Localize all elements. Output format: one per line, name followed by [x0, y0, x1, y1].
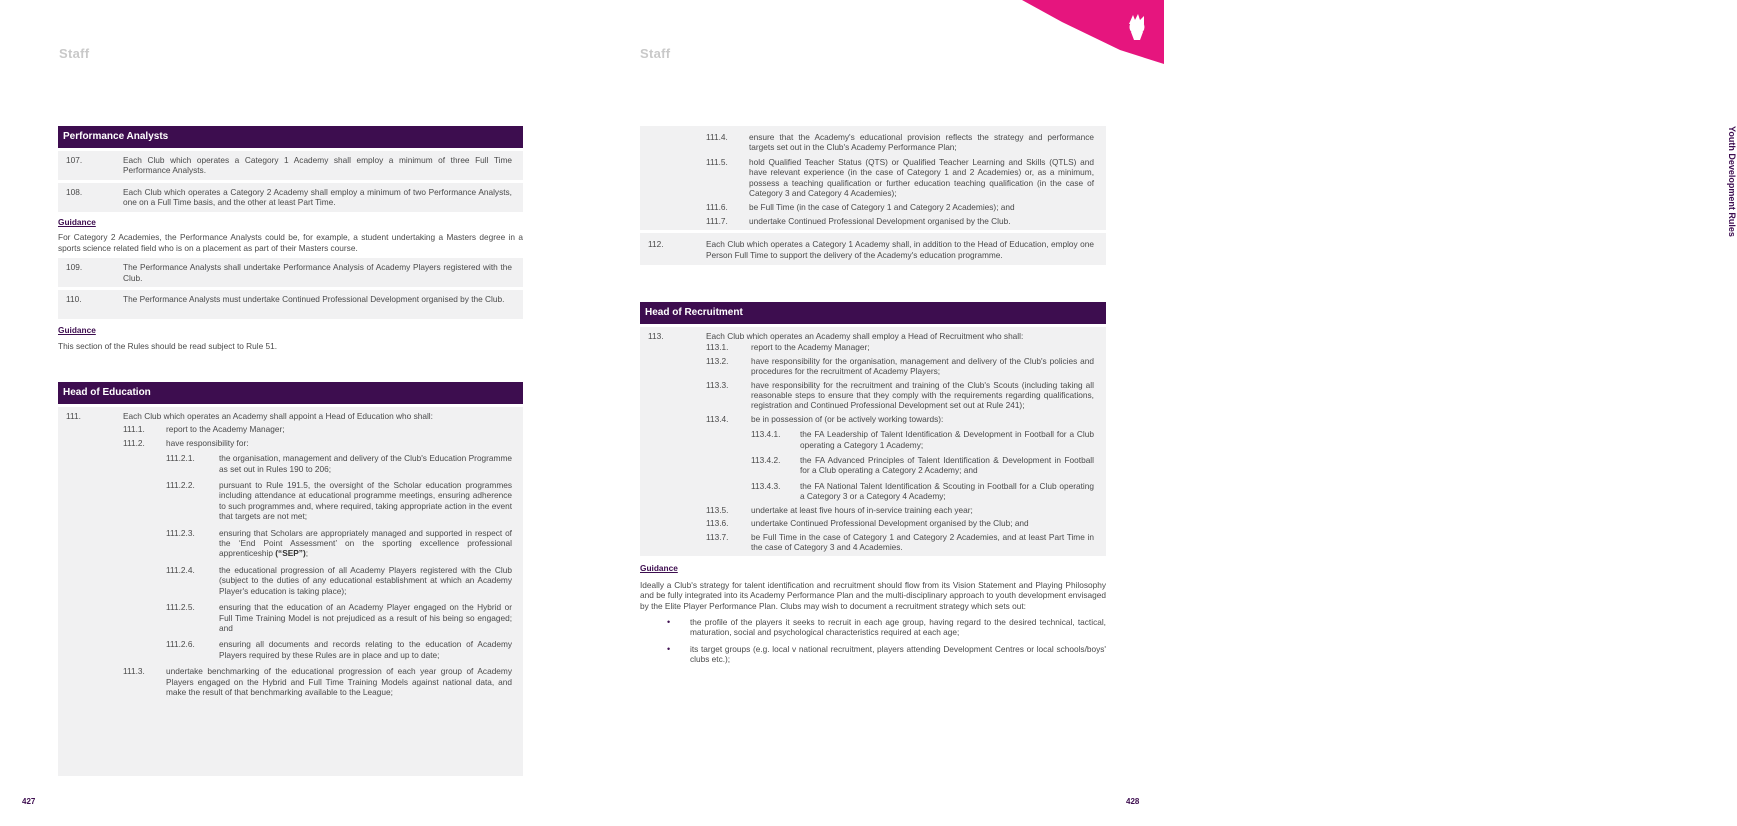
rule-text: Each Club which operates a Category 2 Academy shall employ a minimum of two Performance Analysts, one on a Full Time basis, and the other at least Part Time.	[123, 187, 512, 208]
rule-number: 111.2.1.	[166, 453, 195, 464]
rule-number: 111.2.2.	[166, 480, 195, 491]
rule-number: 111.2.4.	[166, 564, 195, 575]
bullet-item	[640, 617, 1106, 638]
rule-number: 113.6.	[706, 518, 729, 529]
rule-number: 113.5.	[706, 504, 729, 515]
rule-113-4-3	[640, 481, 1094, 502]
rule-text: have responsibility for the recruitment and training of the Club's Scouts (including taking all reasonable steps to ensure that they comply with the requirements regarding qualifications, registration and Continued Professional Development set out at Rule 241);	[751, 379, 1094, 411]
guidance-text: This section of the Rules should be read subject to Rule 51.	[58, 340, 278, 351]
rule-113-2	[640, 356, 1094, 377]
rule-text: pursuant to Rule 191.5, the oversight of the Scholar education programmes including attendance at educational programme meetings, ensuring adherence to such programmes and, where required, taking appropriate action in the event that targets are not met;	[219, 480, 512, 522]
rule-113-4	[640, 414, 1094, 424]
rule-number: 112.	[648, 239, 664, 250]
rule-107	[58, 155, 512, 176]
rule-text: the FA National Talent Identification & Scouting in Football for a Club operating a Category 3 or a Category 4 Academy;	[800, 480, 1094, 502]
rules-box	[58, 183, 523, 212]
rules-box	[640, 233, 1106, 265]
rule-text: be Full Time (in the case of Category 1 and Category 2 Academies); and	[749, 202, 1015, 213]
rule-text: the educational progression of all Academy Players registered with the Club (subject to the duties of any educational establishment at which an Academy Player's education is taking place);	[219, 564, 512, 596]
rule-111-1	[58, 424, 512, 434]
rule-111	[58, 411, 512, 421]
section-title: Performance Analysts	[58, 126, 523, 148]
section-title: Head of Recruitment	[640, 302, 1106, 324]
rules-box	[58, 151, 523, 180]
rule-111-3	[58, 666, 512, 697]
page-number: 428	[1126, 797, 1140, 806]
rule-number: 111.3.	[123, 666, 145, 677]
rule-113-5	[640, 505, 1094, 515]
rule-111-5	[640, 157, 1094, 199]
rule-text: the FA Leadership of Talent Identification & Development in Football for a Club operating a Category 1 Academy;	[800, 429, 1094, 450]
bullet-icon: •	[667, 643, 671, 654]
head-of-education-section	[58, 382, 523, 776]
rule-113-7	[640, 532, 1094, 553]
page-header: Staff	[59, 46, 90, 61]
rules-box	[58, 258, 523, 287]
rule-number: 111.4.	[706, 132, 728, 142]
rule-number: 111.1.	[123, 424, 145, 435]
rule-text: undertake at least five hours of in-service training each year;	[751, 504, 973, 515]
rule-113	[640, 331, 1094, 341]
rule-113-3	[640, 380, 1094, 411]
guidance-label: Guidance	[58, 217, 96, 227]
rules-box	[640, 126, 1106, 230]
rule-text: hold Qualified Teacher Status (QTS) or Qualified Teacher Learning and Skills (QTLS) and have relevant experience (in the case of Category 1 and 2 Academies) or, as a minimum, possess a teaching qualification or further education teaching qualification (in the case of Category 3 and Category 4 Academies);	[749, 156, 1094, 199]
rule-text: undertake benchmarking of the educational progression of each year group of Academy Players engaged on the Hybrid and Full Time Training Models against national data, and make the result of that benchmarking available to the League;	[166, 666, 512, 697]
rule-108	[58, 187, 512, 208]
rule-number: 111.2.5.	[166, 602, 195, 613]
rules-box	[58, 407, 523, 776]
rule-text: Each Club which operates a Category 1 Academy shall employ a minimum of three Full Time Performance Analysts.	[123, 155, 512, 176]
rule-number: 113.7.	[706, 531, 729, 542]
rule-111-2-1	[58, 453, 512, 474]
rule-number: 111.	[66, 411, 81, 421]
rule-111-6	[640, 202, 1094, 212]
guidance-text: Ideally a Club's strategy for talent identification and recruitment should flow from its Vision Statement and Playing Philosophy and be fully integrated into its Academy Performance Plan and the multi-disciplinary approach to youth development envisaged by the Elite Player Performance Plan. Clubs may wish to document a recruitment strategy which sets out:	[640, 579, 1106, 611]
rule-text: ensuring that the education of an Academy Player engaged on the Hybrid or Full Time Training Model is not prejudiced as a result of his being so engaged; and	[219, 602, 512, 633]
bullet-icon: •	[667, 616, 671, 627]
rule-text-tail: ;	[305, 548, 309, 559]
section-title: Head of Education	[58, 382, 523, 404]
rule-number: 109.	[66, 262, 83, 273]
rule-text: be in possession of (or be actively working towards):	[751, 413, 944, 424]
rule-109	[58, 262, 512, 283]
rule-number: 111.5.	[706, 156, 728, 167]
rule-text: report to the Academy Manager;	[166, 424, 285, 435]
sep-term: (“SEP”)	[275, 548, 306, 559]
rule-number: 113.2.	[706, 355, 729, 366]
bullet-text: the profile of the players it seeks to recruit in each age group, having regard to the desired technical, tactical, maturation, social and psychological characteristics required at each age;	[690, 616, 1106, 638]
right-page	[582, 0, 1737, 826]
bullet-item	[640, 644, 1106, 665]
rule-111-4	[640, 132, 1094, 153]
rule-number: 111.2.	[123, 437, 145, 448]
rule-number: 113.	[648, 331, 664, 341]
guidance-label: Guidance	[58, 325, 96, 336]
rules-box	[640, 327, 1106, 556]
rule-number: 113.4.2.	[751, 455, 781, 466]
rule-text: have responsibility for the organisation, management and delivery of the Club's policies and procedures for the recruitment of Academy Players;	[751, 355, 1094, 377]
left-page	[0, 0, 582, 826]
rule-text: have responsibility for:	[166, 437, 249, 448]
rule-text: be Full Time in the case of Category 1 and Category 2 Academies, and at least Part Time in the case of Category 3 and 4 Academies.	[751, 531, 1094, 552]
rule-112	[640, 239, 1094, 260]
guidance-label: Guidance	[640, 563, 678, 574]
head-of-recruitment-section	[640, 302, 1106, 665]
rule-111-2-3	[58, 528, 512, 559]
rule-111-7	[640, 216, 1094, 226]
rule-113-1	[640, 342, 1094, 352]
rule-text: undertake Continued Professional Development organised by the Club; and	[751, 518, 1029, 529]
vertical-section-title: Youth Development Rules	[1727, 126, 1737, 237]
rule-text: Each Club which operates an Academy shall appoint a Head of Education who shall:	[123, 411, 433, 421]
rule-number: 108.	[66, 187, 83, 197]
performance-analysts-section	[58, 126, 523, 351]
rule-number: 113.4.	[706, 413, 729, 424]
rule-text: Each Club which operates an Academy shall employ a Head of Recruitment who shall:	[706, 331, 1024, 341]
rule-number: 113.1.	[706, 342, 729, 353]
rule-text: the FA Advanced Principles of Talent Identification & Development in Football for a Club operating a Category 2 Academy; and	[800, 455, 1094, 476]
rule-111-2-2	[58, 480, 512, 522]
rule-text: ensure that the Academy's educational provision reflects the strategy and performance targets set out in the Club's Academy Performance Plan;	[749, 132, 1094, 153]
rule-number: 113.4.3.	[751, 480, 781, 491]
rule-text: undertake Continued Professional Development organised by the Club.	[749, 215, 1011, 226]
bullet-text: its target groups (e.g. local v national recruitment, players attending Development Centres or local schools/boys' clubs etc.);	[690, 643, 1106, 665]
rule-113-4-2	[640, 455, 1094, 476]
rule-number: 111.7.	[706, 215, 728, 226]
rule-113-6	[640, 518, 1094, 528]
rule-text: ensuring all documents and records relating to the education of Academy Players required by these Rules are in place and up to date;	[219, 639, 512, 660]
rule-111-2	[58, 438, 512, 448]
brand-corner-icon	[1022, 0, 1164, 66]
rule-111-2-4	[58, 565, 512, 596]
rule-number: 107.	[66, 155, 83, 165]
rule-number: 110.	[66, 294, 82, 305]
rule-111-2-6	[58, 639, 512, 660]
rules-box	[58, 290, 523, 319]
rule-text: The Performance Analysts shall undertake Performance Analysis of Academy Players registered with the Club.	[123, 262, 512, 283]
rule-text: The Performance Analysts must undertake Continued Professional Development organised by the Club.	[123, 294, 505, 305]
page-number: 427	[22, 797, 36, 806]
rule-text: the organisation, management and delivery of the Club's Education Programme as set out in Rules 190 to 206;	[219, 453, 512, 474]
education-continued-section	[640, 126, 1106, 265]
rule-number: 113.4.1.	[751, 429, 781, 440]
rule-text: Each Club which operates a Category 1 Academy shall, in addition to the Head of Education, employ one Person Full Time to support the delivery of the Academy's education programme.	[706, 239, 1094, 260]
rule-number: 113.3.	[706, 379, 729, 390]
rule-number: 111.2.6.	[166, 639, 195, 650]
rule-text: ensuring that Scholars are appropriately managed and supported in respect of the ‘End Point Assessment’ on the sporting excellence professional apprenticeship	[219, 527, 512, 559]
rule-111-2-5	[58, 602, 512, 633]
rule-number: 111.2.3.	[166, 527, 195, 538]
guidance-text: For Category 2 Academies, the Performance Analysts could be, for example, a student undertaking a Masters degree in a sports science related field who is on a placement as part of their Masters course.	[58, 232, 523, 253]
rule-number: 111.6.	[706, 202, 728, 213]
rule-113-4-1	[640, 429, 1094, 450]
rule-text: report to the Academy Manager;	[751, 342, 870, 353]
rule-110	[58, 294, 512, 315]
page-header: Staff	[640, 46, 671, 61]
